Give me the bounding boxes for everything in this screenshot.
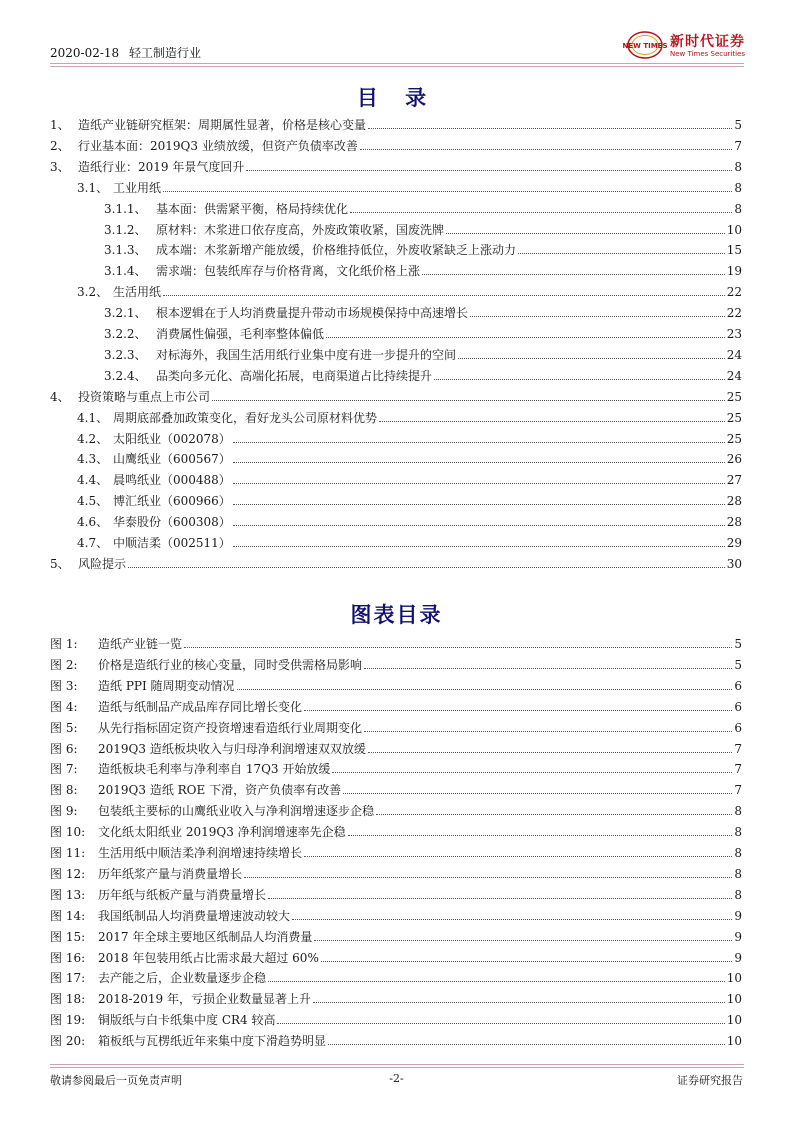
toc-entry-title: 生活用纸 [113, 285, 162, 300]
toc-entry[interactable] [104, 242, 742, 257]
report-type: 证券研究报告 [677, 1074, 743, 1087]
toc-entry-number: 3.1.1、 [104, 201, 147, 216]
figure-entry-page: 7 [734, 783, 742, 798]
toc-dot-leader [233, 442, 725, 443]
toc-entry-page: 25 [726, 410, 742, 425]
figure-dot-leader [237, 689, 733, 690]
toc-entry-number: 3.2.1、 [104, 306, 147, 321]
toc-entry-page: 8 [734, 201, 742, 216]
figure-dot-leader [304, 710, 732, 711]
figure-entry-number: 图 10: [50, 825, 86, 840]
toc-entry[interactable] [50, 159, 742, 174]
figure-entry-title: 铜版纸与白卡纸集中度 CR4 较高 [98, 1013, 276, 1028]
figure-entry-page: 8 [734, 866, 742, 881]
toc-entry-title: 造纸行业：2019 年景气度回升 [78, 159, 245, 174]
figure-entry-page: 8 [734, 887, 742, 902]
figure-entry-page: 5 [734, 657, 742, 672]
figure-entry-page: 8 [734, 825, 742, 840]
figure-entry-page: 10 [726, 971, 742, 986]
toc-entry-number: 1、 [50, 118, 70, 132]
figure-entry-title: 造纸板块毛利率与净利率自 17Q3 开始放缓 [98, 762, 331, 777]
figure-entry-title: 2018-2019 年，亏损企业数量显著上升 [98, 992, 311, 1007]
header-rule [50, 63, 744, 64]
figure-dot-leader [368, 752, 733, 753]
toc-dot-leader [233, 504, 725, 505]
header-rule-secondary [50, 66, 744, 67]
figure-entry-page: 6 [734, 699, 742, 714]
figure-entry-page: 5 [734, 637, 742, 651]
toc-entry-title: 太阳纸业（002078） [113, 431, 231, 446]
toc-dot-leader [233, 483, 725, 484]
figure-entry[interactable] [50, 1033, 742, 1048]
toc-entry[interactable] [104, 347, 742, 362]
toc-entry-title: 山鹰纸业（600567） [113, 452, 231, 467]
toc-dot-leader [458, 358, 725, 359]
toc-entry-title: 中顺洁柔（002511） [113, 536, 231, 550]
figure-entry-number: 图 12: [50, 866, 86, 881]
figure-entry-page: 9 [734, 929, 742, 944]
toc-entry-number: 2、 [50, 138, 70, 153]
toc-dot-leader [360, 149, 733, 150]
figure-entry[interactable] [50, 970, 742, 985]
toc-entry-page: 22 [726, 285, 742, 300]
toc-entry[interactable] [77, 472, 742, 487]
figure-dot-leader [268, 898, 732, 899]
figure-entry-page: 7 [734, 762, 742, 777]
figure-entry-title: 我国纸制品人均消费量增速波动较大 [98, 908, 291, 923]
toc-entry-page: 28 [726, 494, 742, 509]
figure-entry-title: 历年纸与纸板产量与消费量增长 [98, 887, 267, 902]
toc-entry-number: 4、 [50, 389, 70, 404]
toc-dot-leader [422, 274, 725, 275]
figure-dot-leader [364, 731, 732, 732]
toc-entry-title: 行业基本面：2019Q3 业绩放缓，但资产负债率改善 [78, 138, 358, 153]
toc-entry-page: 8 [734, 180, 742, 195]
toc-entry-title: 华泰股份（600308） [113, 515, 231, 530]
toc-entry-title: 根本逻辑在于人均消费量提升带动市场规模保持中高速增长 [156, 306, 469, 321]
toc-entry-number: 4.3、 [77, 452, 109, 467]
figure-dot-leader [277, 1023, 724, 1024]
toc-entry-title: 基本面：供需紧平衡，格局持续优化 [156, 201, 349, 216]
toc-dot-leader [233, 525, 725, 526]
figure-entry-title: 历年纸浆产量与消费量增长 [98, 866, 243, 881]
toc-entry-page: 22 [726, 306, 742, 321]
logo-english-name: New Times Securities [670, 50, 745, 58]
toc-dot-leader [379, 421, 725, 422]
figure-entry[interactable] [50, 929, 742, 944]
figure-entry-page: 9 [734, 950, 742, 965]
figure-entry-title: 2019Q3 造纸板块收入与归母净利润增速双双放缓 [98, 741, 366, 756]
toc-entry-page: 30 [726, 556, 742, 571]
toc-entry-title: 晨鸣纸业（000488） [113, 473, 231, 488]
figure-entry[interactable] [50, 761, 742, 776]
figure-dot-leader [348, 835, 733, 836]
figure-entry-number: 图 3: [50, 678, 78, 693]
toc-entry-title: 工业用纸 [113, 180, 162, 195]
figure-entry-title: 包装纸主要标的山鹰纸业收入与净利润增速逐步企稳 [98, 804, 375, 819]
toc-entry-page: 19 [726, 264, 742, 279]
toc-dot-leader [518, 253, 725, 254]
toc-entry-number: 3.1、 [77, 180, 109, 195]
figure-entry-page: 10 [726, 1034, 742, 1049]
figure-dot-leader [244, 877, 732, 878]
logo-mark-text: NEW TIMES [622, 42, 668, 50]
figure-dot-leader [376, 814, 732, 815]
toc-entry-number: 4.6、 [77, 515, 109, 530]
toc-entry-number: 4.2、 [77, 431, 109, 446]
toc-dot-leader [326, 337, 725, 338]
figure-dot-leader [184, 647, 732, 648]
toc-dot-leader [212, 400, 725, 401]
figure-entry-number: 图 8: [50, 783, 78, 798]
toc-entry[interactable] [77, 535, 742, 550]
figure-entry-number: 图 13: [50, 887, 86, 902]
toc-entry-number: 4.7、 [77, 536, 109, 550]
toc-entry-page: 27 [726, 473, 742, 488]
toc-entry-title: 投资策略与重点上市公司 [78, 389, 211, 404]
toc-entry-page: 25 [726, 431, 742, 446]
toc-entry[interactable] [77, 493, 742, 508]
toc-entry[interactable] [104, 263, 742, 278]
toc-entry-title: 周期底部叠加政策变化，看好龙头公司原材料优势 [113, 410, 378, 425]
logo-chinese-name: 新时代证券 [670, 34, 745, 50]
figure-entry[interactable] [50, 741, 742, 756]
toc-entry-page: 8 [734, 159, 742, 174]
figure-entry-number: 图 16: [50, 950, 86, 965]
figure-entry-number: 图 7: [50, 762, 78, 777]
figure-entry[interactable] [50, 803, 742, 818]
toc-dot-leader [470, 316, 725, 317]
figure-entry-title: 造纸与纸制品产成品库存同比增长变化 [98, 699, 303, 714]
figure-entry-title: 造纸 PPI 随周期变动情况 [98, 678, 235, 693]
figure-dot-leader [321, 961, 733, 962]
figure-entry-number: 图 19: [50, 1013, 86, 1028]
toc-dot-leader [246, 170, 732, 171]
toc-entry-number: 3.2、 [77, 285, 109, 300]
toc-entry-number: 5、 [50, 556, 70, 571]
figure-entry-number: 图 1: [50, 637, 78, 651]
toc-entry-number: 3.2.3、 [104, 347, 147, 362]
toc-entry-title: 博汇纸业（600966） [113, 494, 231, 509]
toc-entry-number: 3.2.4、 [104, 368, 147, 383]
figure-entry-title: 从先行指标固定资产投资增速看造纸行业周期变化 [98, 720, 363, 735]
toc-entry-page: 10 [726, 222, 742, 237]
figure-entry-title: 价格是造纸行业的核心变量，同时受供需格局影响 [98, 657, 363, 672]
toc-entry-page: 7 [734, 138, 742, 153]
toc-dot-leader [163, 295, 725, 296]
toc-entry-page: 29 [726, 536, 742, 550]
figure-dot-leader [268, 981, 725, 982]
toc-entry-title: 原材料：木浆进口依存度高，外废政策收紧，国废洗牌 [156, 222, 445, 237]
toc-entry[interactable] [50, 138, 742, 153]
header-left [50, 44, 201, 61]
toc-entry-page: 28 [726, 515, 742, 530]
toc-dot-leader [368, 128, 732, 129]
toc-entry[interactable] [104, 222, 742, 237]
toc-entry-title: 需求端：包装纸库存与价格背离，文化纸价格上涨 [156, 264, 421, 279]
toc-entry-page: 5 [734, 118, 742, 132]
figure-entry[interactable] [50, 1012, 742, 1027]
industry-name: 轻工制造行业 [129, 46, 202, 60]
toc-entry-page: 23 [726, 327, 742, 341]
toc-entry-number: 4.5、 [77, 494, 109, 509]
figure-entry-page: 9 [734, 908, 742, 923]
figure-entry[interactable] [50, 824, 742, 839]
figure-entry-number: 图 6: [50, 741, 78, 756]
figure-entry-page: 8 [734, 804, 742, 819]
page-number: -2- [389, 1072, 404, 1085]
figure-entry[interactable] [50, 866, 742, 881]
figure-entry[interactable] [50, 950, 742, 965]
figure-entry-page: 7 [734, 741, 742, 756]
figure-entry-page: 8 [734, 846, 742, 860]
toc-entry-page: 26 [726, 452, 742, 467]
toc-dot-leader [446, 233, 725, 234]
toc-entry[interactable] [104, 305, 742, 320]
figure-entry-number: 图 17: [50, 971, 86, 986]
toc-entry-number: 4.4、 [77, 473, 109, 488]
figure-entry[interactable] [50, 636, 742, 651]
figure-dot-leader [304, 856, 732, 857]
figure-entry-title: 2018 年包装用纸占比需求最大超过 60% [98, 950, 319, 965]
figure-entry[interactable] [50, 887, 742, 902]
toc-entry-number: 3.1.3、 [104, 243, 147, 258]
toc-dot-leader [350, 212, 732, 213]
figure-entry-title: 去产能之后，企业数量逐步企稳 [98, 971, 267, 986]
toc-entry[interactable] [50, 556, 742, 571]
toc-entry-number: 3.2.2、 [104, 327, 147, 341]
toc-entry[interactable] [77, 410, 742, 425]
figure-entry[interactable] [50, 845, 742, 860]
toc-dot-leader [434, 379, 725, 380]
figure-entry-title: 造纸产业链一览 [98, 637, 183, 651]
toc-dot-leader [163, 191, 732, 192]
footer-rule-secondary [50, 1067, 744, 1068]
figure-entry-number: 图 2: [50, 657, 78, 672]
figure-entry-title: 文化纸太阳纸业 2019Q3 净利润增速率先企稳 [98, 825, 346, 840]
toc-entry-number: 4.1、 [77, 410, 109, 425]
figure-dot-leader [328, 1044, 725, 1045]
figure-entry-number: 图 9: [50, 804, 78, 819]
toc-entry-title: 对标海外，我国生活用纸行业集中度有进一步提升的空间 [156, 347, 457, 362]
toc-entry-page: 15 [726, 243, 742, 258]
toc-dot-leader [233, 546, 725, 547]
figure-entry[interactable] [50, 782, 742, 797]
toc-title: 目 录 [356, 86, 437, 110]
figure-entry[interactable] [50, 991, 742, 1006]
disclaimer-note: 敬请参阅最后一页免责声明 [50, 1074, 182, 1087]
figure-entry-title: 2017 年全球主要地区纸制品人均消费量 [98, 929, 313, 944]
toc-entry[interactable] [104, 326, 742, 341]
figure-entry-number: 图 20: [50, 1034, 86, 1049]
figure-entry-number: 图 18: [50, 992, 86, 1007]
figure-dot-leader [332, 772, 732, 773]
toc-entry[interactable] [77, 514, 742, 529]
figure-entry-number: 图 5: [50, 720, 78, 735]
toc-entry[interactable] [50, 117, 742, 132]
toc-entry-title: 品类向多元化、高端化拓展，电商渠道占比持续提升 [156, 368, 433, 383]
figure-entry[interactable] [50, 678, 742, 693]
toc-entry[interactable] [77, 284, 742, 299]
figure-entry-number: 图 15: [50, 929, 86, 944]
figure-entry-number: 图 11: [50, 846, 86, 860]
toc-entry-page: 24 [726, 368, 742, 383]
figure-entry-page: 6 [734, 720, 742, 735]
toc-entry-title: 消费属性偏强，毛利率整体偏低 [156, 327, 325, 341]
figure-entry-number: 图 4: [50, 699, 78, 714]
figure-entry-page: 10 [726, 992, 742, 1007]
figure-entry-title: 2019Q3 造纸 ROE 下滑，资产负债率有改善 [98, 783, 342, 798]
company-logo [622, 30, 746, 64]
figure-dot-leader [313, 1002, 725, 1003]
toc-entry[interactable] [104, 201, 742, 216]
figure-dot-leader [314, 940, 732, 941]
report-date: 2020-02-18 [50, 46, 120, 60]
figure-entry-number: 图 14: [50, 908, 86, 923]
figures-title: 图表目录 [350, 603, 443, 627]
toc-entry[interactable] [77, 451, 742, 466]
figure-dot-leader [343, 793, 732, 794]
footer-rule [50, 1064, 744, 1065]
figure-entry-title: 生活用纸中顺洁柔净利润增速持续增长 [98, 846, 303, 860]
toc-entry[interactable] [50, 389, 742, 404]
figure-entry[interactable] [50, 720, 742, 735]
toc-entry-page: 25 [726, 389, 742, 404]
toc-entry[interactable] [77, 180, 742, 195]
toc-entry-page: 24 [726, 347, 742, 362]
figure-entry-title: 箱板纸与瓦楞纸近年来集中度下滑趋势明显 [98, 1034, 327, 1049]
toc-entry-title: 风险提示 [78, 556, 127, 571]
toc-entry[interactable] [77, 431, 742, 446]
figure-entry-page: 6 [734, 678, 742, 693]
figure-entry-page: 10 [726, 1013, 742, 1028]
toc-dot-leader [128, 567, 725, 568]
logo-seal-icon [622, 30, 668, 60]
figure-entry[interactable] [50, 908, 742, 923]
toc-entry-number: 3、 [50, 159, 70, 174]
toc-entry-number: 3.1.4、 [104, 264, 147, 279]
figure-entry[interactable] [50, 699, 742, 714]
toc-entry-title: 造纸产业链研究框架：周期属性显著，价格是核心变量 [78, 118, 367, 132]
toc-dot-leader [233, 462, 725, 463]
toc-entry[interactable] [104, 368, 742, 383]
toc-entry-title: 成本端：木浆新增产能放缓，价格维持低位，外废收紧缺乏上涨动力 [156, 243, 517, 258]
figure-dot-leader [364, 668, 732, 669]
figure-entry[interactable] [50, 657, 742, 672]
figure-dot-leader [292, 919, 732, 920]
toc-entry-number: 3.1.2、 [104, 222, 147, 237]
